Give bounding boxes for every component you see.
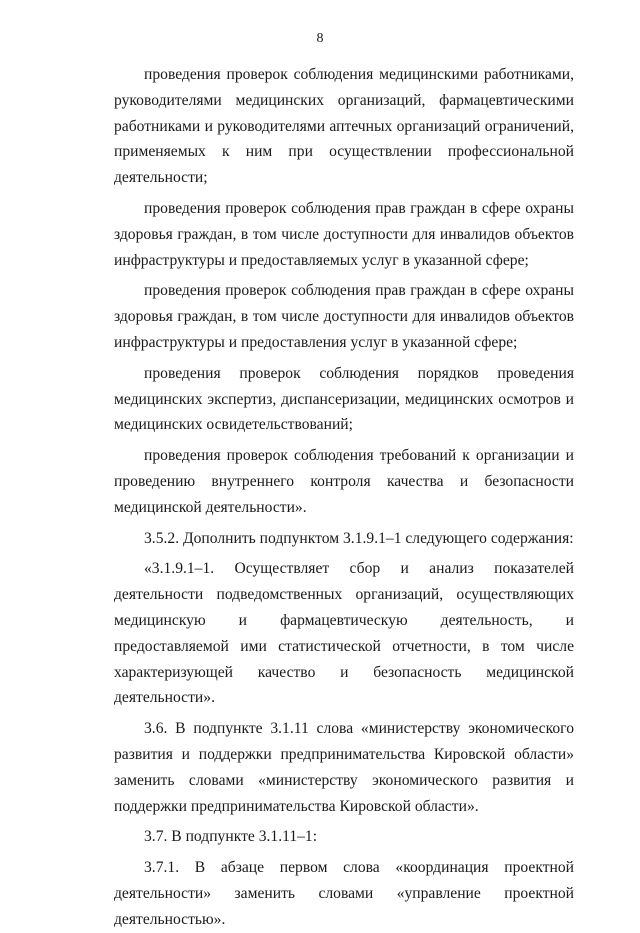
- paragraph-3-1-9-1-1: «3.1.9.1–1. Осуществляет сбор и анализ показателей деятельности подведомственных организаций, осуществляющих медицинскую и фармацевтическую деятельность, и предоставляемой ими статистической отчетности, в том числе характеризующей качество и безопасность медицинской деятельности».: [114, 560, 574, 707]
- paragraph-internal-quality-control: проведения проверок соблюдения требований к организации и проведению внутреннего контроля качества и безопасности медицинской деятельности».: [114, 447, 574, 516]
- paragraph-3-5-2: 3.5.2. Дополнить подпунктом 3.1.9.1–1 следующего содержания:: [144, 529, 574, 547]
- page-number: 8: [316, 31, 324, 46]
- paragraph-citizens-rights-provision-services: проведения проверок соблюдения прав граждан в сфере охраны здоровья граждан, в том числе доступности для инвалидов объектов инфраструктуры и предоставления услуг в указанной сфере;: [114, 282, 574, 351]
- paragraph-3-7-1: 3.7.1. В абзаце первом слова «координация проектной деятельности» заменить словами «управление проектной деятельностью».: [114, 859, 574, 928]
- document-body: [114, 62, 574, 933]
- paragraph-citizens-rights-provided-services: проведения проверок соблюдения прав граждан в сфере охраны здоровья граждан, в том числе доступности для инвалидов объектов инфраструктуры и предоставляемых услуг в указанной сфере;: [114, 199, 574, 269]
- paragraph-medical-workers-restrictions: проведения проверок соблюдения медицинскими работниками, руководителями медицинских организаций, фармацевтическими работниками и руководителями аптечных организаций ограничений, применяемых к ним при осуществлении профессиональной деятельности;: [114, 66, 574, 187]
- paragraph-3-7: 3.7. В подпункте 3.1.11–1:: [144, 828, 318, 846]
- paragraph-3-6: 3.6. В подпункте 3.1.11 слова «министерству экономического развития и поддержки предпринимательства Кировской области» заменить словами «министерству экономического развития и поддержки предпринимательства Кировской области».: [114, 720, 574, 815]
- paragraph-expertise-procedures: проведения проверок соблюдения порядков проведения медицинских экспертиз, диспансеризации, медицинских осмотров и медицинских освидетельствований;: [114, 364, 574, 434]
